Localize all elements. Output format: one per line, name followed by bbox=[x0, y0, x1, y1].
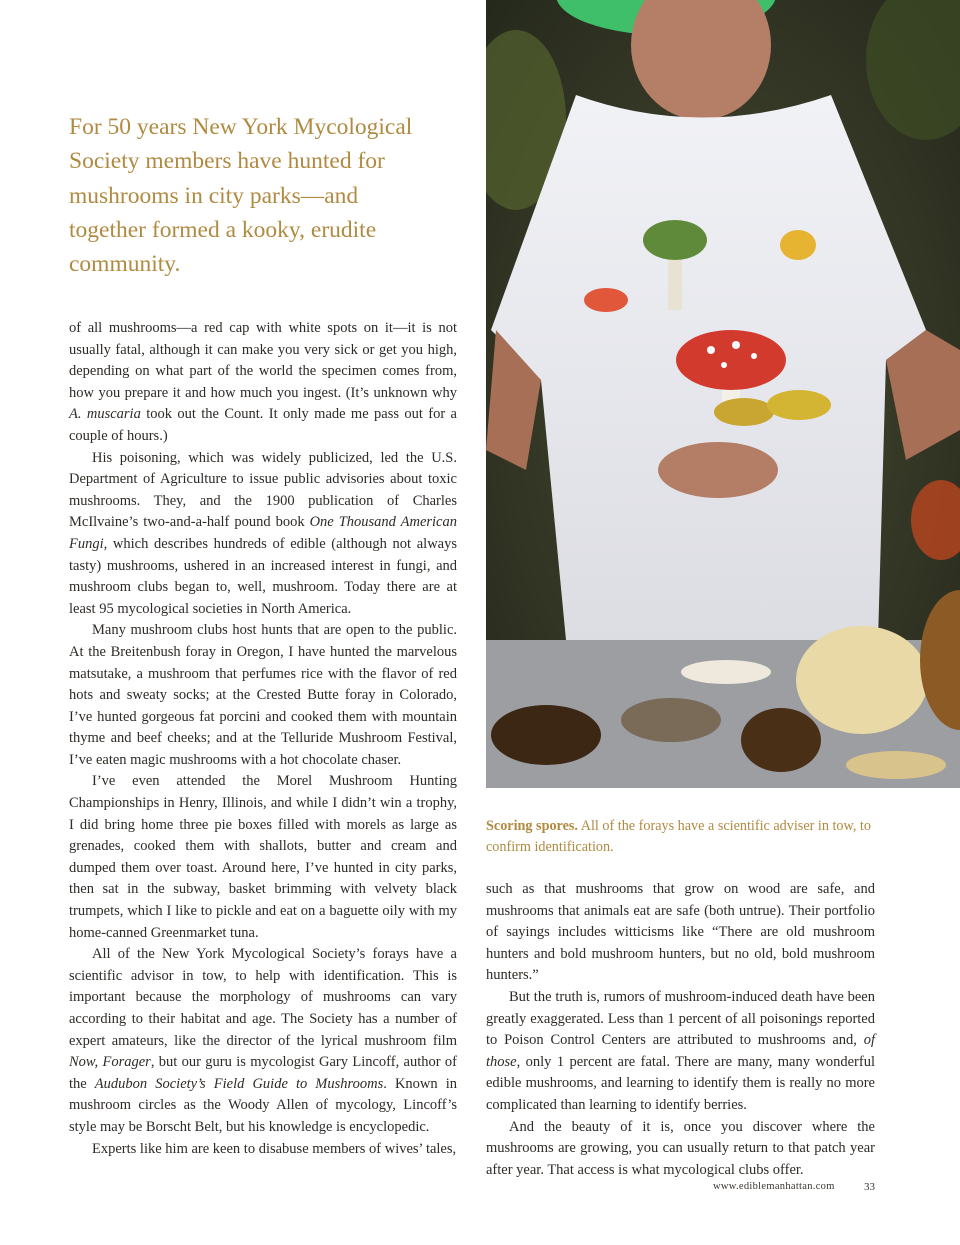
photo-caption bbox=[486, 816, 886, 859]
caption-text: All of the forays have a scientific adviser in tow, to confirm identification. bbox=[486, 818, 871, 856]
pull-quote: For 50 years New York Mycological Society members have hunted for mushrooms in city parks—and together formed a kooky, erudite community. bbox=[69, 114, 413, 278]
footer-url: www.ediblemanhattan.com bbox=[713, 1181, 835, 1192]
article-column-right bbox=[486, 879, 875, 1181]
paragraph: Experts like him are keen to disabuse members of wives’ tales, bbox=[92, 1140, 457, 1157]
caption-lead: Scoring spores. bbox=[486, 818, 578, 834]
paragraph: But the truth is, rumors of mushroom-induced death have been greatly exaggerated. Less than 1 percent of all poisonings reported to Poison Control Centers are attributed to mushrooms and, of those, only 1 percent are fatal. There are many, many wonderful edible mushrooms, and learning to identify them is really no more complicated than learning to identify berries. bbox=[486, 988, 875, 1113]
photo-illustration bbox=[486, 0, 960, 788]
paragraph: His poisoning, which was widely publicized, led the U.S. Department of Agriculture to issue public advisories about toxic mushrooms. They, and the 1900 publication of Charles McIlvaine’s two-and-a-half pound book One Thousand American Fungi, which describes hundreds of edible (although not always tasty) mushrooms, ushered in an increased interest in fungi, and mushroom clubs began to, well, mushroom. Today there are at least 95 mycological societies in North America. bbox=[69, 449, 457, 617]
paragraph: I’ve even attended the Morel Mushroom Hunting Championships in Henry, Illinois, and while I didn’t win a trophy, I did bring home three pie boxes filled with morels as large as grenades, cooked them with shallots, butter and cream and dumped them over toast. Around here, I’ve hunted in city parks, then sat in the subway, basket brimming with velvety black trumpets, which I like to pickle and eat on a baguette oily with my home-canned Greenmarket tuna. bbox=[69, 773, 457, 941]
photo-mushroom-forager bbox=[486, 0, 960, 788]
article-column-left bbox=[69, 318, 457, 1160]
page-number: 33 bbox=[864, 1181, 875, 1193]
paragraph: Many mushroom clubs host hunts that are open to the public. At the Breitenbush foray in Oregon, I have hunted the marvelous matsutake, a mushroom that perfumes rice with the flavor of red hots and sweaty socks; at the Crested Butte foray in Colorado, I’ve hunted gorgeous fat porcini and cooked them with mountain thyme and beef cheeks; and at the Telluride Mushroom Festival, I’ve eaten magic mushrooms with a hot chocolate chaser. bbox=[69, 622, 457, 768]
paragraph: All of the New York Mycological Society’s forays have a scientific advisor in tow, to help with identification. This is important because the morphology of mushrooms can vary according to their habitat and age. The Society has a number of expert amateurs, like the director of the lyrical mushroom film Now, Forager, but our guru is mycologist Gary Lincoff, author of the Audubon Society’s Field Guide to Mushrooms. Known in mushroom circles as the Woody Allen of mycology, Lincoff’s style may be Borscht Belt, but his knowledge is encyclopedic. bbox=[69, 946, 457, 1135]
paragraph: And the beauty of it is, once you discover where the mushrooms are growing, you can usually return to that patch year after year. That access is what mycological clubs offer. bbox=[486, 1118, 875, 1178]
paragraph: of all mushrooms—a red cap with white spots on it—it is not usually fatal, although it can make you very sick or get you high, depending on what part of the world the specimen comes from, how you prepare it and how much you ingest. (It’s unknown why A. muscaria took out the Count. It only made me pass out for a couple of hours.) bbox=[69, 320, 457, 444]
paragraph: such as that mushrooms that grow on wood are safe, and mushrooms that animals eat are safe (both untrue). Their portfolio of sayings includes witticisms like “There are old mushroom hunters and bold mushroom hunters, but no old, bold mushroom hunters.” bbox=[486, 881, 875, 984]
